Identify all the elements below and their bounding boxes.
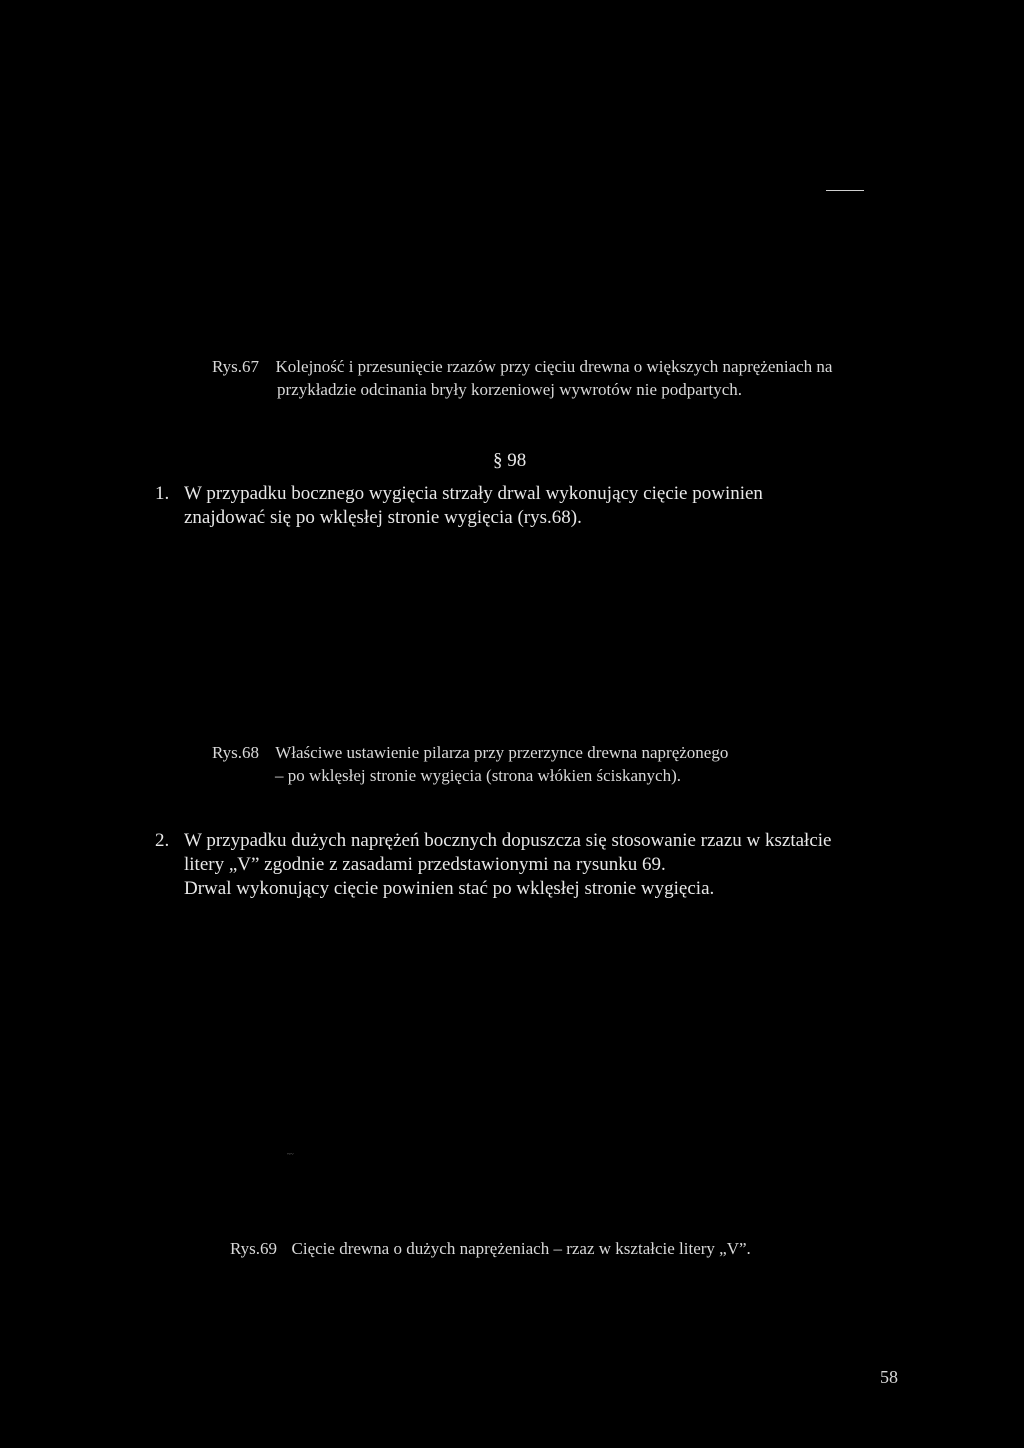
figure-68-image: [0, 540, 1024, 730]
item-2-line3: Drwal wykonujący cięcie powinien stać po wklęsłej stronie wygięcia.: [184, 878, 715, 899]
figure-69-caption: [230, 1237, 751, 1261]
figure-69-artifact: ~~: [287, 1152, 294, 1158]
item-2-line2: litery „V” zgodnie z zasadami przedstawionymi na rysunku 69.: [184, 854, 666, 875]
item-1-line2: znajdować się po wklęsłej stronie wygięcia (rys.68).: [184, 507, 582, 528]
figure-67-caption-line1: Kolejność i przesunięcie rzazów przy cięciu drewna o większych naprężeniach na: [275, 357, 833, 376]
figure-67-number: Rys.67: [212, 357, 260, 376]
figure-69-number: Rys.69: [230, 1239, 278, 1258]
figure-69-image: [0, 920, 1024, 1220]
figure-67-caption: [212, 355, 832, 379]
figure-68-caption-line1: Właściwe ustawienie pilarza przy przerzynce drewna naprężonego: [275, 743, 729, 762]
figure-69-caption-text: Cięcie drewna o dużych naprężeniach – rzaz w kształcie litery „V”.: [291, 1239, 751, 1258]
figure-68-number: Rys.68: [212, 743, 260, 762]
figure-67-image: [0, 0, 1024, 340]
item-1-number: 1.: [155, 483, 170, 504]
item-2-number: 2.: [155, 830, 170, 851]
figure-67-line-mark: [826, 190, 864, 191]
item-2-line1: W przypadku dużych naprężeń bocznych dopuszcza się stosowanie rzazu w kształcie: [184, 830, 832, 851]
item-1-line1: W przypadku bocznego wygięcia strzały drwal wykonujący cięcie powinien: [184, 483, 763, 504]
section-heading: § 98: [493, 450, 527, 471]
page-number: 58: [880, 1367, 898, 1387]
figure-68-caption-line2: – po wklęsłej stronie wygięcia (strona włókien ściskanych).: [275, 766, 682, 785]
figure-68-caption: [212, 741, 728, 765]
figure-67-caption-line2: przykładzie odcinania bryły korzeniowej wywrotów nie podpartych.: [277, 380, 742, 399]
